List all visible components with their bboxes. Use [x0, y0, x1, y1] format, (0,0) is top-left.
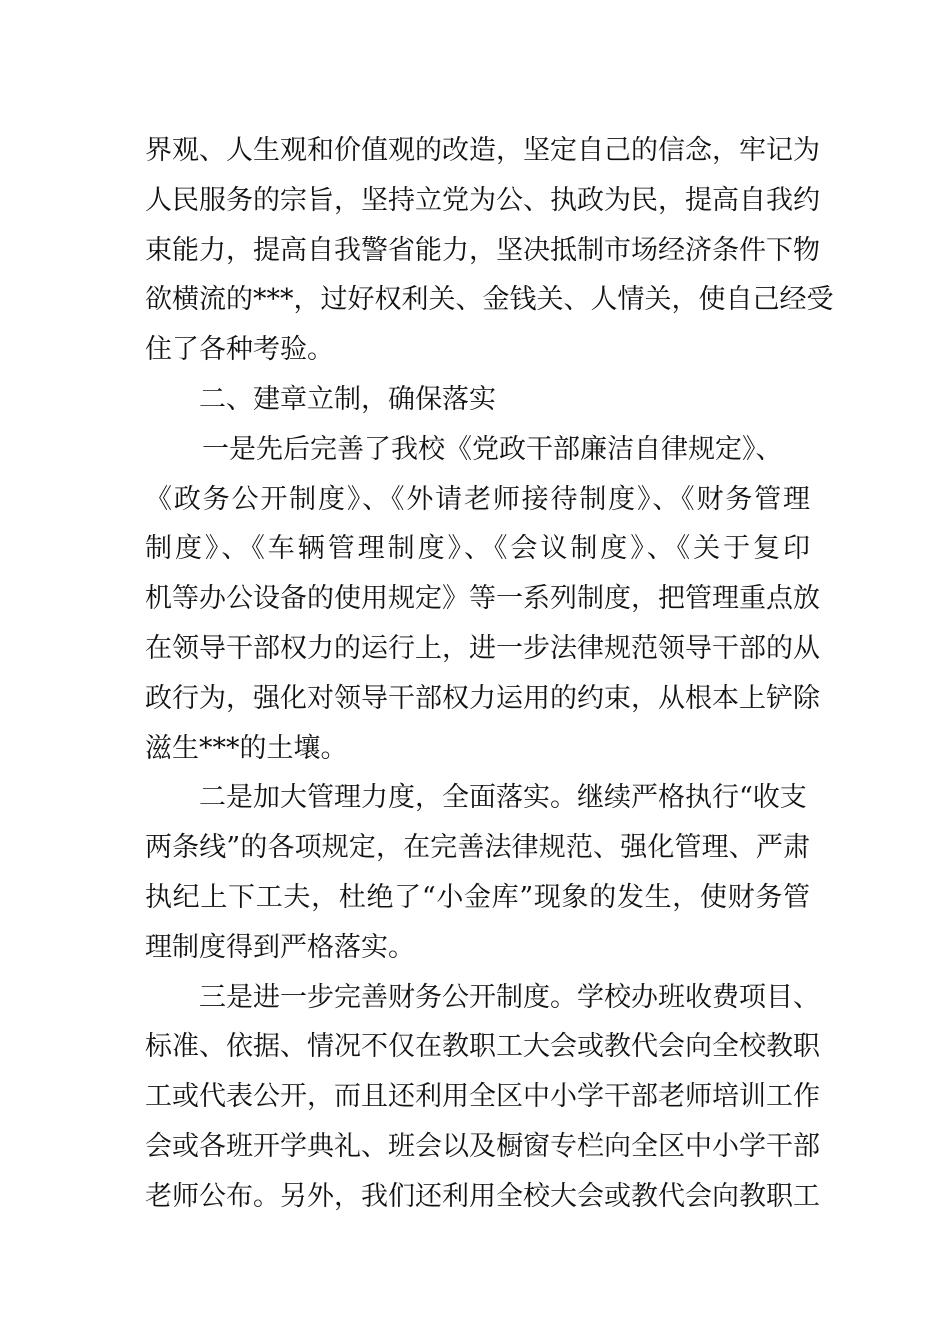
paragraph-line: 执纪上下工夫，杜绝了“小金库”现象的发生，使财务管 — [145, 881, 810, 913]
paragraph-line: 工或代表公开，而且还利用全区中小学干部老师培训工作 — [145, 1081, 820, 1113]
paragraph-line: 三是进一步完善财务公开制度。学校办班收费项目、 — [199, 981, 820, 1013]
paragraph-line: 欲横流的***，过好权利关、金钱关、人情关，使自己经受 — [145, 284, 834, 316]
paragraph-line: 一是先后完善了我校《党政干部廉洁自律规定》、 — [202, 433, 783, 465]
paragraph-line: 老师公布。另外，我们还利用全校大会或教代会向教职工 — [145, 1180, 820, 1212]
section-heading: 二、建章立制，确保落实 — [199, 383, 496, 415]
paragraph-line: 束能力，提高自我警省能力，坚决抵制市场经济条件下物 — [145, 234, 820, 266]
paragraph-line: 滋生***的土壤。 — [145, 732, 348, 764]
paragraph-line: 会或各班开学典礼、班会以及橱窗专栏向全区中小学干部 — [145, 1130, 820, 1162]
paragraph-line: 标准、依据、情况不仅在教职工大会或教代会向全校教职 — [145, 1031, 820, 1063]
paragraph-line: 人民服务的宗旨，坚持立党为公、执政为民，提高自我约 — [145, 184, 820, 216]
paragraph-line: 在领导干部权力的运行上，进一步法律规范领导干部的从 — [145, 632, 820, 664]
paragraph-line: 两条线”的各项规定，在完善法律规范、强化管理、严肃 — [145, 832, 810, 864]
paragraph-line: 《政务公开制度》、《外请老师接待制度》、《财务管理 — [145, 483, 810, 515]
document-body — [145, 126, 834, 1222]
paragraph-line: 住了各种考验。 — [145, 334, 334, 366]
paragraph-line: 制度》、《车辆管理制度》、《会议制度》、《关于复印 — [145, 533, 810, 565]
paragraph-line: 二是加大管理力度，全面落实。继续严格执行“收支 — [199, 782, 807, 814]
paragraph-line: 界观、人生观和价值观的改造，坚定自己的信念，牢记为 — [145, 135, 820, 166]
paragraph-line: 政行为，强化对领导干部权力运用的约束，从根本上铲除 — [145, 682, 820, 714]
paragraph-line: 机等办公设备的使用规定》等一系列制度，把管理重点放 — [145, 583, 820, 615]
paragraph-line: 理制度得到严格落实。 — [145, 931, 415, 963]
